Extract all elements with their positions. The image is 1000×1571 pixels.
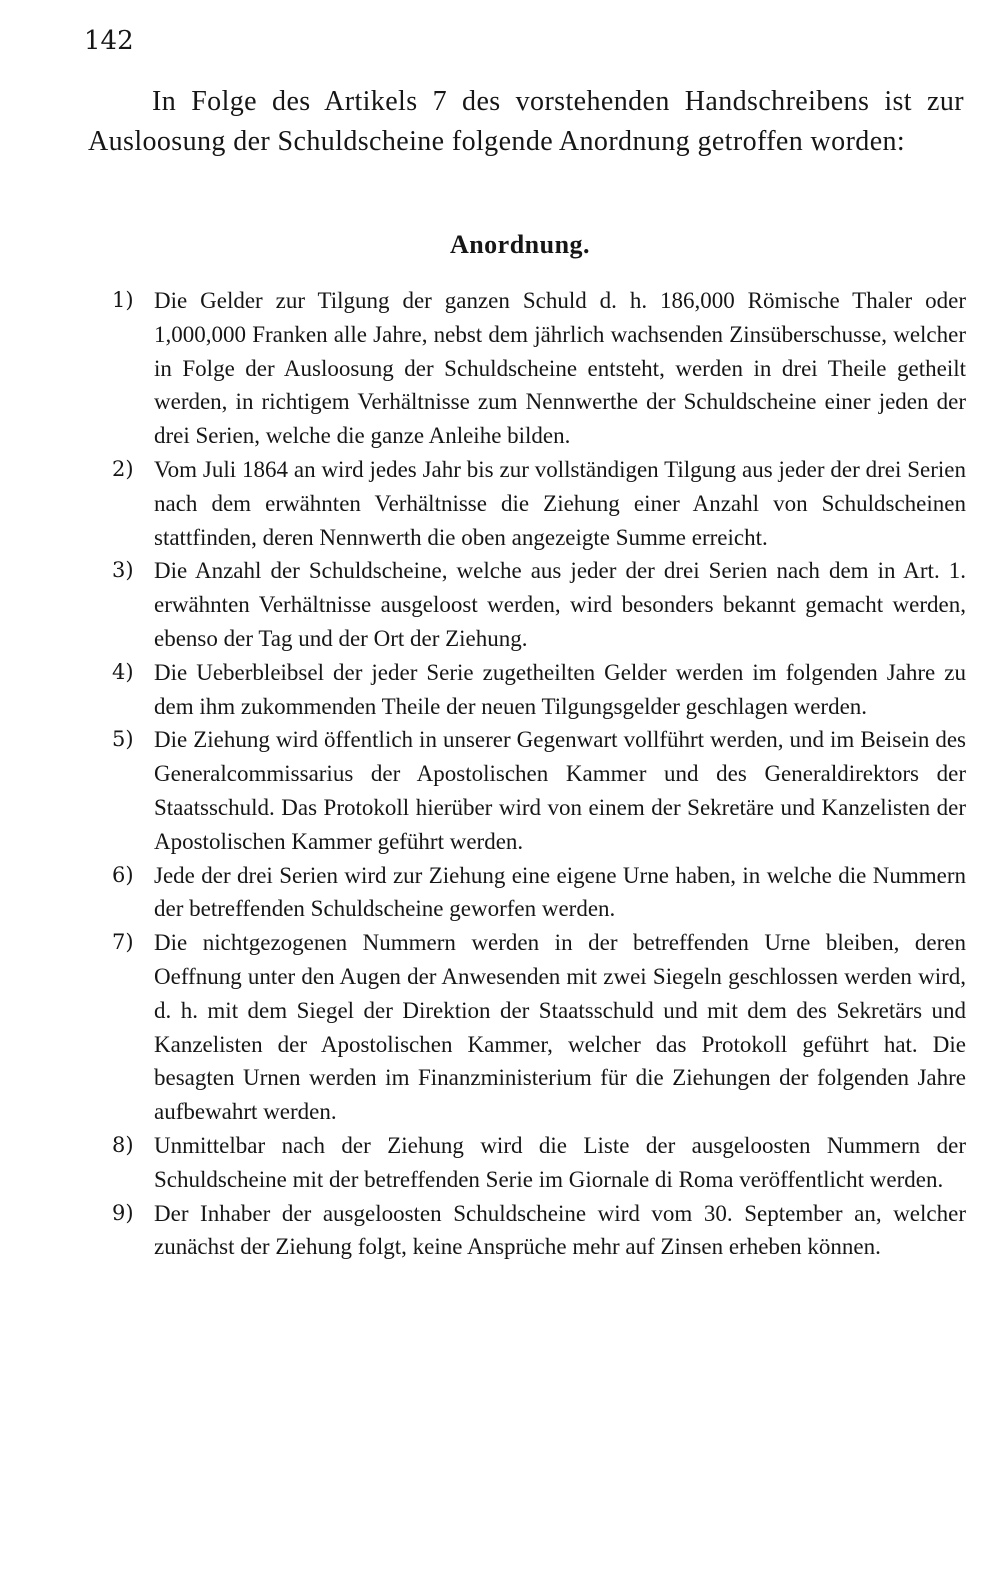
intro-paragraph: In Folge des Artikels 7 des vorstehenden Handschreibens ist zur Ausloosung der Schuldscheine folgende Anordnung getroffen worden:: [88, 86, 964, 157]
ordinance-item: [112, 723, 966, 858]
section-heading: Anordnung.: [449, 230, 591, 259]
ordinance-item: [112, 453, 966, 554]
item-number: 4): [112, 659, 134, 684]
item-number: 9): [112, 1200, 134, 1225]
item-text: Die Ziehung wird öffentlich in unserer Gegenwart vollführt werden, und im Beisein des Generalcommissarius der Apostolischen Kammer und des Generaldirektors der Staatsschuld. Das Protokoll hierüber wird von einem der Sekretäre und Kanzelisten der Apostolischen Kammer geführt werden.: [154, 727, 966, 854]
item-text: Die nichtgezogenen Nummern werden in der betreffenden Urne bleiben, deren Oeffnung unter den Augen der Anwesenden mit zwei Siegeln geschlossen werden wird, d. h. mit dem Siegel der Direktion der Staatsschuld und mit dem des Sekretärs und Kanzelisten der Apostolischen Kammer, welcher das Protokoll geführt hat. Die besagten Urnen werden im Finanzministerium für die Ziehungen der folgenden Jahre aufbewahrt werden.: [154, 930, 966, 1125]
ordinance-item: [112, 656, 966, 724]
ordinance-item: [112, 1129, 966, 1197]
ordinance-item: [112, 859, 966, 927]
ordinance-item: [112, 1197, 966, 1265]
item-text: Die Gelder zur Tilgung der ganzen Schuld d. h. 186,000 Römische Thaler oder 1,000,000 Franken alle Jahre, nebst dem jährlich wachsenden Zinsüberschusse, welcher in Folge der Ausloosung der Schuldscheine entsteht, werden in drei Theile getheilt werden, in richtigem Verhältnisse zum Nennwerthe der Schuldscheine einer jeden der drei Serien, welche die ganze Anleihe bilden.: [154, 288, 966, 449]
item-text: Die Anzahl der Schuldscheine, welche aus jeder der drei Serien nach dem in Art. 1. erwähnten Verhältnisse ausgeloost werden, wird besonders bekannt gemacht werden, ebenso der Tag und der Ort der Ziehung.: [154, 558, 966, 651]
item-number: 1): [112, 288, 134, 312]
item-text: Unmittelbar nach der Ziehung wird die Liste der ausgeloosten Nummern der Schuldscheine mit der betreffenden Serie im Giornale di Roma veröffentlicht werden.: [154, 1132, 966, 1192]
item-text: Jede der drei Serien wird zur Ziehung eine eigene Urne haben, in welche die Nummern der betreffenden Schuldscheine geworfen werden.: [154, 862, 966, 922]
item-text: Die Ueberbleibsel der jeder Serie zugetheilten Gelder werden im folgenden Jahre zu dem ihm zukommenden Theile der neuen Tilgungsgelder geschlagen werden.: [154, 659, 966, 719]
ordinance-item: [112, 554, 966, 655]
item-number: 3): [112, 558, 134, 583]
ordinance-item: [112, 926, 966, 1129]
item-text: Der Inhaber der ausgeloosten Schuldscheine wird vom 30. September an, welcher zunächst der Ziehung folgt, keine Ansprüche mehr auf Zinsen erheben können.: [154, 1200, 966, 1260]
item-number: 2): [112, 456, 134, 481]
item-number: 6): [112, 862, 134, 887]
ordinance-item: [112, 284, 966, 453]
page-number: 142: [84, 26, 134, 56]
item-number: 7): [112, 930, 134, 955]
item-text: Vom Juli 1864 an wird jedes Jahr bis zur vollständigen Tilgung aus jeder der drei Serien nach dem erwähnten Verhältnisse die Ziehung einer Anzahl von Schuldscheinen stattfinden, deren Nennwerth die oben angezeigte Summe erreicht.: [154, 456, 966, 550]
ordinance-list: [112, 284, 966, 1264]
item-number: 5): [112, 727, 134, 752]
item-number: 8): [112, 1132, 134, 1157]
